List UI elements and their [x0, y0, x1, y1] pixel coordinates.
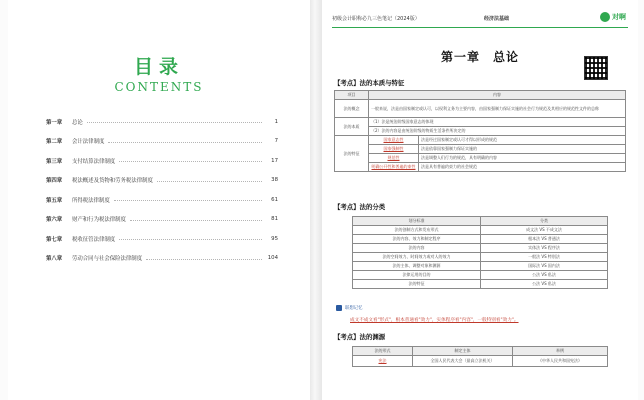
- toc-entry[interactable]: [46, 249, 278, 269]
- table-cell: 一般法 VS 特别法: [481, 253, 608, 262]
- table-cell: 国家意志性: [369, 136, 419, 145]
- table-cell: 公法 VS 私法: [481, 271, 608, 280]
- table-header: 制定主体: [413, 347, 513, 356]
- table-cell: 国际法 VS 国内法: [481, 262, 608, 271]
- tip-text: 成文不成文看"形式"，根本普通看"效力"，实体程序看"内容"，一般特别看"效力"。: [350, 318, 519, 323]
- toc-page-number: 7: [274, 138, 278, 145]
- toc-dot-leader: [87, 122, 262, 123]
- table-cell: 实体法 VS 程序法: [481, 244, 608, 253]
- table-cell: 全国人民代表大会（最高立法机关）: [413, 356, 513, 367]
- table-cell: 法律运用的目的: [353, 271, 481, 280]
- logo-circle-icon: [600, 12, 610, 22]
- toc-entry[interactable]: [46, 112, 278, 132]
- table-row: [353, 226, 608, 235]
- toc-chapter-title: 会计法律制度: [72, 139, 105, 146]
- table-cell: 法的主体、调整对象和渊源: [353, 262, 481, 271]
- toc-dot-leader: [108, 142, 262, 143]
- toc-chapter-title: 财产和行为税法律制度: [72, 217, 126, 224]
- classification-table: [352, 216, 608, 289]
- toc-chapter-title: 支付结算法律制度: [72, 158, 116, 165]
- toc-page-number: 61: [271, 196, 278, 203]
- book-gutter: [310, 0, 322, 400]
- table-cell: 法的本质: [335, 118, 369, 136]
- table-cell: 规范性: [369, 154, 419, 163]
- toc-entry[interactable]: [46, 190, 278, 210]
- table-cell: 法是调整人们行为的规范，具有明确的内容: [419, 154, 626, 163]
- table-row: [353, 253, 608, 262]
- table-cell: 法的内容、效力和制定程序: [353, 235, 481, 244]
- table-cell: 法的内容: [353, 244, 481, 253]
- table-cell: 法是依靠国家强制力保证实施的: [419, 145, 626, 154]
- qr-code-icon: [584, 56, 608, 80]
- toc-page-number: 95: [271, 235, 278, 242]
- header-divider: [332, 27, 628, 28]
- toc-chapter-number: 第八章: [46, 256, 63, 263]
- toc-entry[interactable]: [46, 210, 278, 230]
- table-cell: 法的空间效力、时间效力或对人的效力: [353, 253, 481, 262]
- toc-chapter-title: 税法概述及货物和劳务税法律制度: [72, 178, 153, 185]
- toc-page-number: 104: [267, 255, 278, 262]
- table-header: 划分标准: [353, 217, 481, 226]
- toc-subtitle: CONTENTS: [114, 80, 204, 94]
- toc-chapter-title: 所得税法律制度: [72, 197, 110, 204]
- table-cell: 宪法: [353, 356, 413, 367]
- table-cell: 一般来说，法是由国家制定或认可，以权利义务为主要内容，由国家强制力保证实施的社会行为规范及其相应的规范性文件的总称: [369, 100, 626, 118]
- table-cell: 法是具有普遍约束力的社会规范: [419, 163, 626, 172]
- toc-dot-leader: [157, 181, 262, 182]
- toc-entry[interactable]: [46, 151, 278, 171]
- table-cell: 《中华人民共和国宪法》: [513, 356, 608, 367]
- table-cell: 国家强制性: [369, 145, 419, 154]
- sources-table: [352, 346, 608, 367]
- toc-entry[interactable]: [46, 171, 278, 191]
- toc-page: [8, 0, 310, 400]
- toc-dot-leader: [146, 259, 262, 260]
- table-row: [353, 244, 608, 253]
- brand-logo: [600, 12, 626, 22]
- toc-chapter-number: 第四章: [46, 178, 63, 185]
- table-row: [353, 271, 608, 280]
- toc-page-number: 38: [271, 177, 278, 184]
- table-header: 内容: [369, 91, 626, 100]
- chapter-title: 第一章 总论: [440, 50, 519, 64]
- page-header: [332, 14, 628, 24]
- toc-page-number: 17: [271, 157, 278, 164]
- table-header: 项目: [335, 91, 369, 100]
- toc-entry[interactable]: [46, 132, 278, 152]
- table-cell: 法的创制方式和发布形式: [353, 226, 481, 235]
- subject-title: 经济法基础: [484, 16, 510, 22]
- table-header: 分类: [481, 217, 608, 226]
- toc-entry[interactable]: [46, 229, 278, 249]
- memory-tip: [336, 305, 363, 311]
- table-cell: 公法 VS 私法: [481, 280, 608, 289]
- table-cell: 根本法 VS 普通法: [481, 235, 608, 244]
- table-cell: 法是经过国家制定或认可才得以形成的规范: [419, 136, 626, 145]
- toc-chapter-number: 第一章: [46, 119, 63, 126]
- chapter-page: [322, 0, 638, 400]
- toc-chapter-title: 劳动合同与社会保险法律制度: [72, 256, 143, 263]
- toc-page-number: 1: [274, 118, 278, 125]
- table-cell: 法的特征: [335, 136, 369, 172]
- toc-chapter-title: 税收征管法律制度: [72, 236, 116, 243]
- essence-table: [334, 90, 626, 172]
- table-cell: 法的概念: [335, 100, 369, 118]
- toc-chapter-number: 第三章: [46, 158, 63, 165]
- table-row: [353, 262, 608, 271]
- table-cell: 成文法 VS 不成文法: [481, 226, 608, 235]
- toc-dot-leader: [119, 161, 262, 162]
- note-icon: [336, 305, 342, 311]
- section-heading-1: 【考点】法的本质与特征: [334, 79, 405, 87]
- toc-list: [46, 112, 278, 268]
- table-row: [353, 235, 608, 244]
- section-heading-2: 【考点】法的分类: [334, 203, 386, 211]
- toc-chapter-number: 第七章: [46, 236, 63, 243]
- toc-chapter-number: 第六章: [46, 217, 63, 224]
- table-row: [353, 280, 608, 289]
- toc-dot-leader: [130, 220, 262, 221]
- toc-title: 目录: [133, 56, 184, 78]
- section-heading-3: 【考点】法的渊源: [334, 333, 386, 341]
- toc-dot-leader: [114, 200, 262, 201]
- table-header: 举例: [513, 347, 608, 356]
- table-cell: （1）法是统治阶级国家意志的体现: [369, 118, 626, 127]
- table-cell: 法的特征: [353, 280, 481, 289]
- logo-text: 对啊: [612, 13, 626, 21]
- book-title: 初级会计职称必九三色笔记（2024版）: [332, 16, 420, 22]
- table-cell: 明确公开性和普遍约束性: [369, 163, 419, 172]
- table-header: 法的形式: [353, 347, 413, 356]
- toc-page-number: 81: [271, 216, 278, 223]
- tip-label: 联想记忆: [345, 306, 363, 311]
- toc-chapter-number: 第五章: [46, 197, 63, 204]
- toc-chapter-number: 第二章: [46, 139, 63, 146]
- table-cell: （2）法的内容是由统治阶级的物质生活条件所决定的: [369, 127, 626, 136]
- toc-dot-leader: [119, 239, 262, 240]
- toc-chapter-title: 总论: [72, 119, 83, 126]
